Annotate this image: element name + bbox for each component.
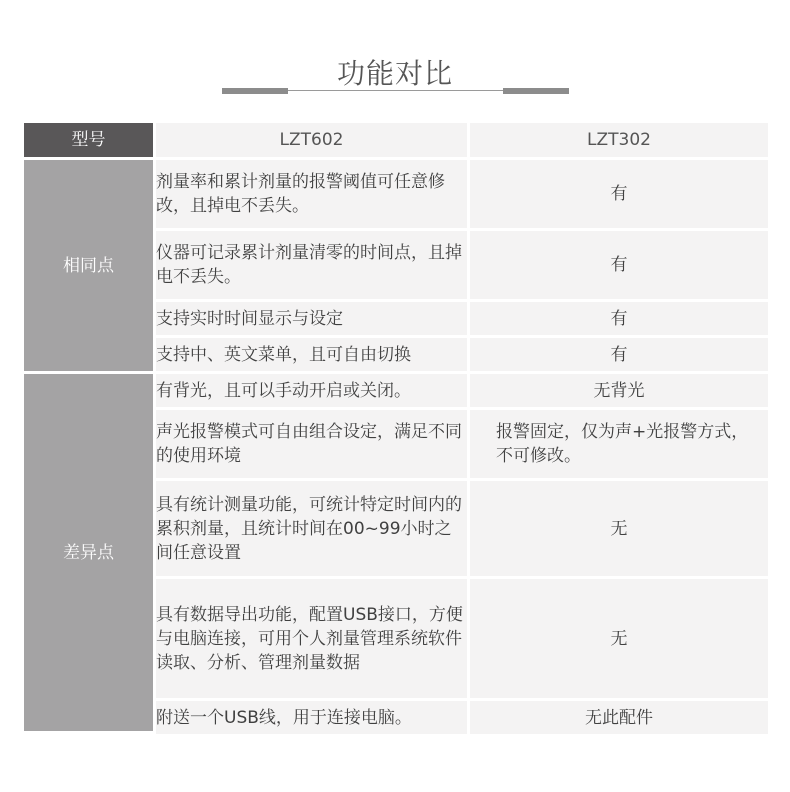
- value-cell: 有: [470, 302, 768, 338]
- title-accent-left: [222, 88, 288, 94]
- feature-cell: 具有数据导出功能，配置USB接口，方便与电脑连接，可用个人剂量管理系统软件读取、分析、管理剂量数据: [156, 579, 470, 701]
- feature-cell: 支持实时时间显示与设定: [156, 302, 470, 338]
- value-cell: 无背光: [470, 374, 768, 410]
- value-cell: 有: [470, 338, 768, 374]
- model-header-cell: 型号: [24, 123, 156, 160]
- model-a-header: LZT602: [156, 123, 470, 160]
- value-cell: 无此配件: [470, 701, 768, 734]
- feature-cell: 支持中、英文菜单，且可自由切换: [156, 338, 470, 374]
- table-row: [24, 160, 768, 231]
- table-header-row: [24, 123, 768, 160]
- page-title: 功能对比: [336, 57, 453, 90]
- feature-cell: 仪器可记录累计剂量清零的时间点，且掉电不丢失。: [156, 231, 470, 302]
- group-label-diff: 差异点: [24, 374, 156, 734]
- feature-cell: 剂量率和累计剂量的报警阈值可任意修改，且掉电不丢失。: [156, 160, 470, 231]
- comparison-table: [24, 123, 768, 734]
- feature-cell: 附送一个USB线，用于连接电脑。: [156, 701, 470, 734]
- value-cell: 报警固定，仅为声+光报警方式，不可修改。: [470, 410, 768, 481]
- group-label-same: 相同点: [24, 160, 156, 374]
- title-accent-right: [503, 88, 569, 94]
- value-cell: 无: [470, 481, 768, 579]
- feature-cell: 具有统计测量功能，可统计特定时间内的累积剂量，且统计时间在00~99小时之间任意设置: [156, 481, 470, 579]
- value-cell: 无: [470, 579, 768, 701]
- feature-cell: 有背光，且可以手动开启或关闭。: [156, 374, 470, 410]
- feature-cell: 声光报警模式可自由组合设定，满足不同的使用环境: [156, 410, 470, 481]
- value-cell: 有: [470, 231, 768, 302]
- model-b-header: LZT302: [470, 123, 768, 160]
- table-row: [24, 374, 768, 410]
- value-cell: 有: [470, 160, 768, 231]
